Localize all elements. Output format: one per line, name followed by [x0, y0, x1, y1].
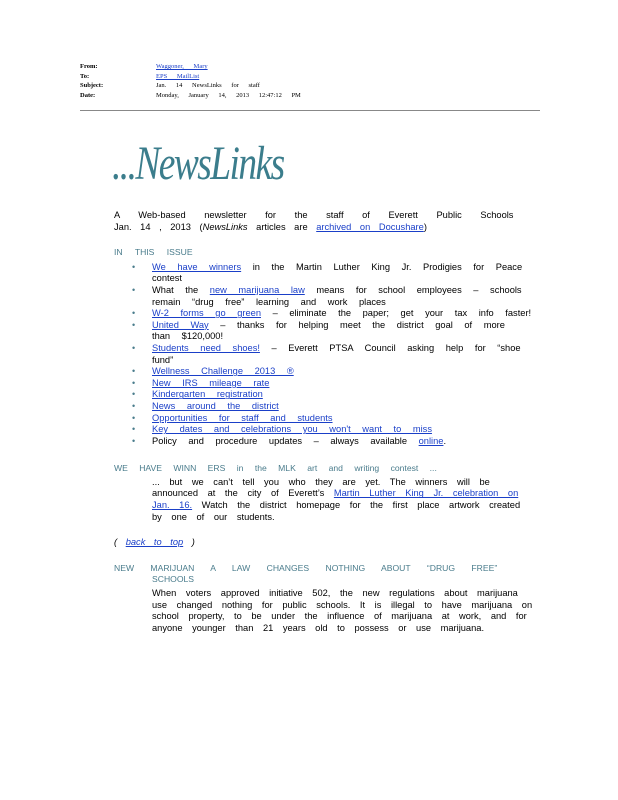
issue-item-pre: What the	[152, 284, 210, 295]
issue-item-text: means for school employees – schools remain “drug free” learning and work places	[152, 284, 522, 307]
bullet-icon: •	[132, 261, 136, 272]
date-row	[80, 91, 540, 101]
issue-item-link[interactable]: We have winners	[152, 261, 242, 272]
issue-item-link[interactable]: New IRS mileage rate	[152, 377, 270, 388]
bullet-icon: •	[132, 308, 136, 319]
from-link[interactable]: Waggoner, Mary	[156, 63, 208, 70]
bullet-icon: •	[132, 424, 136, 435]
email-header	[80, 62, 540, 100]
winners-text-1: ... but we can’t tell you who they are yet. The winners will be announced at the city of Everett’s	[152, 476, 490, 499]
bullet-icon: •	[132, 400, 136, 411]
issue-item	[114, 436, 534, 448]
mlk-celebration-link[interactable]: Martin Luther King Jr. celebration on Jan. 16.	[152, 488, 519, 511]
tagline-close: )	[423, 221, 427, 232]
date-value: Monday, January 14, 2013 12:47:12 PM	[156, 91, 301, 99]
winners-heading: WE HAVE WINN ERS in the MLK art and writing contest ...	[114, 463, 437, 474]
back-to-top-close: )	[191, 537, 195, 548]
issue-item	[114, 285, 534, 308]
to-label: To:	[80, 72, 90, 80]
bullet-icon: •	[132, 389, 136, 400]
issue-item-text: – Everett PTSA Council asking help for “shoe fund”	[152, 342, 521, 365]
issue-item	[114, 378, 534, 390]
issue-item	[114, 424, 534, 436]
issue-item-link[interactable]: new marijuana law	[209, 284, 305, 295]
bullet-icon: •	[132, 319, 136, 330]
winners-paragraph	[114, 477, 534, 523]
issue-item-link[interactable]: Students need shoes!	[152, 342, 260, 353]
issue-item-text: – eliminate the paper; get your tax info faster!	[260, 308, 532, 319]
tagline-date: Jan. 14 , 2013 (	[114, 221, 203, 232]
issue-item	[114, 389, 534, 401]
header-divider	[80, 110, 540, 111]
issue-item-link[interactable]: News around the district	[152, 400, 279, 411]
bullet-icon: •	[132, 284, 136, 295]
back-to-top-link[interactable]: back to top	[125, 537, 184, 548]
issue-item	[114, 343, 534, 366]
bullet-icon: •	[132, 366, 136, 377]
bullet-icon: •	[132, 412, 136, 423]
tagline	[114, 210, 534, 233]
from-label: From:	[80, 63, 98, 70]
tagline-newslinks: NewsLinks	[202, 221, 248, 232]
bullet-icon: •	[132, 377, 136, 388]
issue-item	[114, 262, 534, 285]
issue-item	[114, 308, 534, 320]
issue-item-link[interactable]: W-2 forms go green	[152, 308, 261, 319]
issue-item-link[interactable]: Wellness Challenge 2013 ®	[152, 366, 294, 377]
issue-item-pre: Policy and procedure updates – always available	[152, 435, 419, 446]
tagline-mid: articles are	[247, 221, 317, 232]
date-label: Date:	[80, 91, 96, 99]
tagline-line2	[114, 222, 534, 234]
issue-item	[114, 366, 534, 378]
marijuana-heading	[114, 563, 534, 586]
subject-label: Subject:	[80, 82, 104, 89]
back-to-top	[114, 537, 534, 549]
to-row	[80, 72, 540, 82]
from-row	[80, 62, 540, 72]
marijuana-heading-sub: SCHOOLS	[152, 574, 195, 585]
in-this-issue-heading: IN THIS ISSUE	[114, 247, 193, 258]
tagline-line1: A Web-based newsletter for the staff of Everett Public Schools	[114, 210, 514, 220]
bullet-icon: •	[132, 342, 136, 353]
issue-item-link[interactable]: online	[418, 435, 444, 446]
marijuana-section	[114, 588, 534, 634]
marijuana-paragraph: When voters approved initiative 502, the new regulations about marijuana use changed nothing for public schools. It is illegal to have marijuana on school property, to be under the influence of marijuana at work, and for anyone younger than 21 years old to possess or use marijuana.	[152, 588, 533, 633]
subject-value: Jan. 14 NewsLinks for staff	[156, 82, 260, 89]
issue-item-link[interactable]: United Way	[152, 319, 209, 330]
issue-item-text: in the Martin Luther King Jr. Prodigies for Peace contest	[152, 261, 523, 284]
in-this-issue-list	[114, 262, 534, 448]
archive-link[interactable]: archived on Docushare	[316, 221, 424, 232]
issue-item-link[interactable]: Opportunities for staff and students	[152, 412, 333, 423]
back-to-top-open: (	[114, 537, 118, 548]
newsletter-body	[114, 210, 534, 634]
winners-text-2: Watch the district homepage for the first place artwork created by one of our students.	[152, 500, 521, 522]
issue-item-link[interactable]: Kindergarten registration	[152, 389, 263, 400]
issue-item	[114, 401, 534, 413]
marijuana-heading-main: NEW MARIJUAN A LAW CHANGES NOTHING ABOUT “DRUG FREE”	[114, 562, 498, 573]
issue-item	[114, 413, 534, 425]
issue-item-text: .	[443, 435, 447, 446]
newsletter-title: ...NewsLinks	[112, 137, 284, 190]
winners-section	[114, 463, 534, 523]
to-link[interactable]: EPS MailList	[156, 72, 200, 80]
issue-item-link[interactable]: Key dates and celebrations you won't want to miss	[152, 424, 432, 435]
bullet-icon: •	[132, 435, 136, 446]
subject-row	[80, 81, 540, 91]
issue-item	[114, 320, 534, 343]
issue-item-text: – thanks for helping meet the district goal of more than $120,000!	[152, 319, 505, 342]
